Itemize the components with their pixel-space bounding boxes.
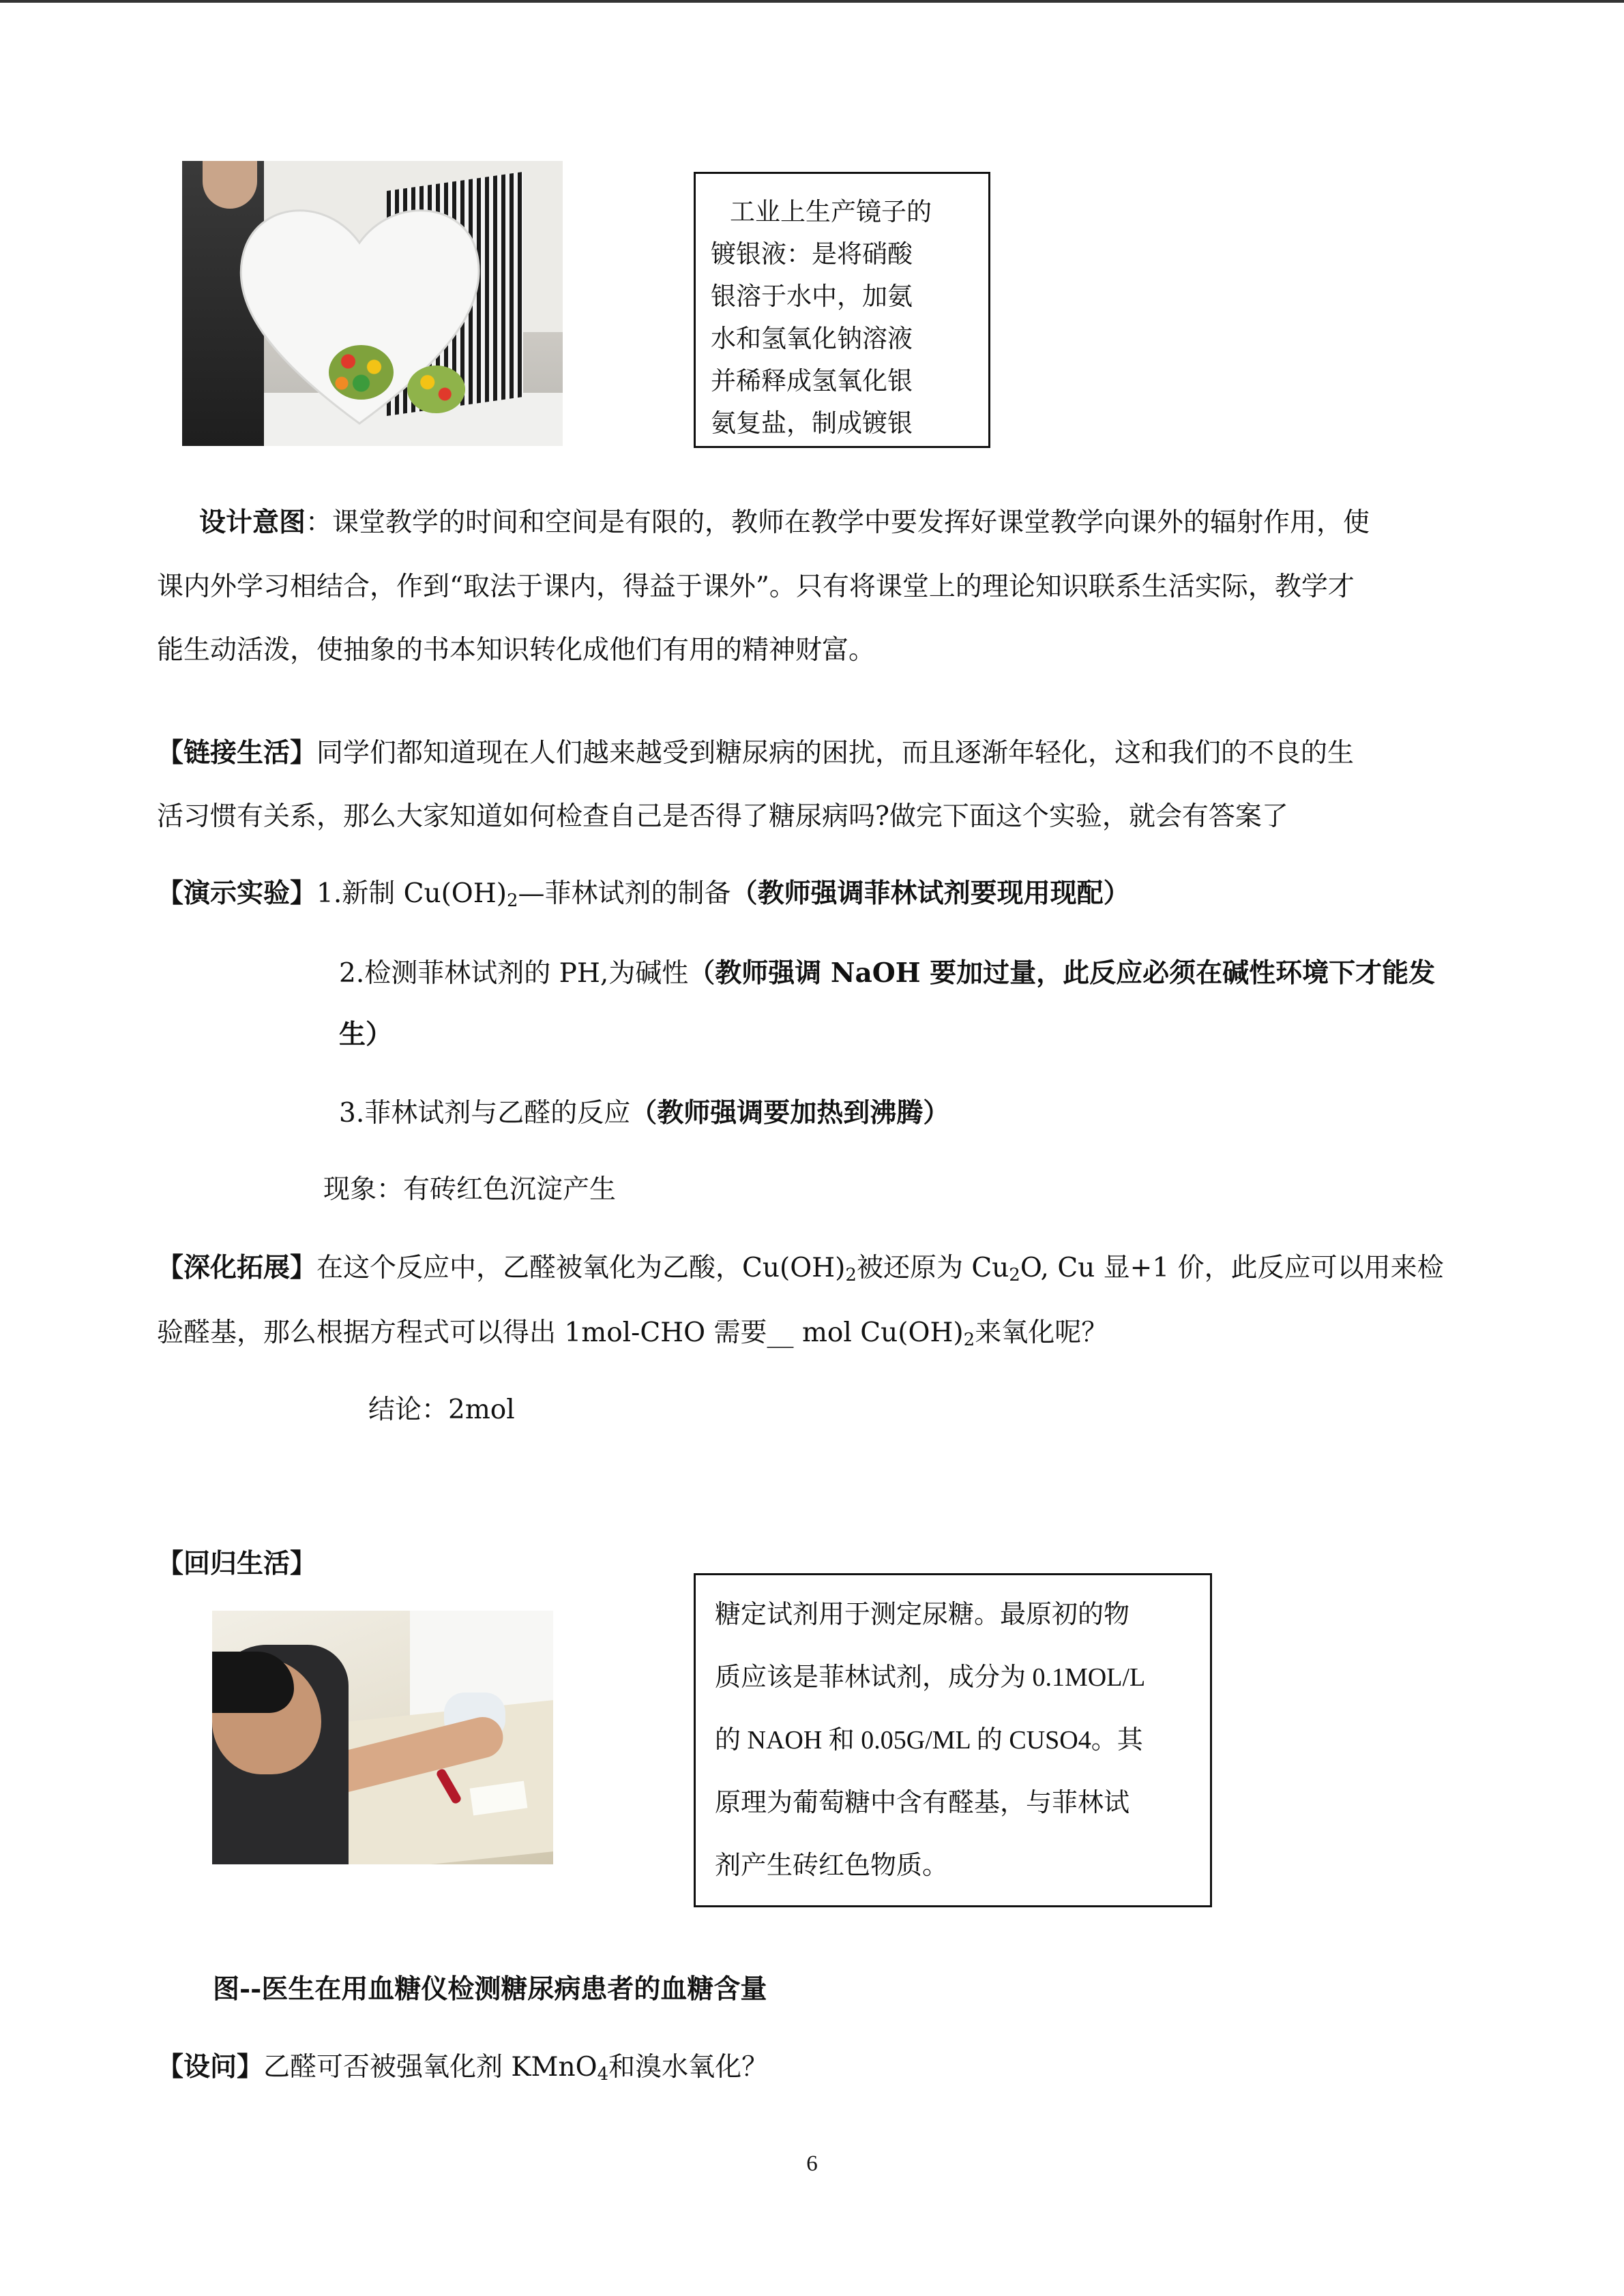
demo-phenomenon: 现象：有砖红色沉淀产生: [323, 1174, 617, 1205]
return-life-label: 【回归生活】: [157, 1548, 317, 1579]
mirror-info-line: 并稀释成氢氧化银: [711, 366, 913, 396]
glucose-info-line: 质应该是菲林试剂，成分为 0.1MOL/L: [715, 1663, 1146, 1692]
glucose-info-line: 剂产生砖红色物质。: [715, 1851, 949, 1880]
glucose-test-photo: [212, 1611, 553, 1864]
question-label: 【设问】: [157, 2051, 264, 2083]
photo-caption: 图--医生在用血糖仪检测糖尿病患者的血糖含量: [213, 1973, 767, 2005]
link-life-line-1: 【链接生活】同学们都知道现在人们越来越受到糖尿病的困扰，而且逐渐年轻化，这和我们的不良的生: [157, 737, 1355, 769]
link-life-line-2: 活习惯有关系，那么大家知道如何检查自己是否得了糖尿病吗?做完下面这个实验，就会有答案了: [157, 801, 1288, 832]
design-intent-line-3: 能生动活泼，使抽象的书本知识转化成他们有用的精神财富。: [157, 635, 876, 666]
link-life-label: 【链接生活】: [157, 737, 317, 769]
glucose-info-line: 的 NAOH 和 0.05G/ML 的 CUSO4。其: [715, 1726, 1143, 1755]
glucose-info-box: [694, 1573, 1212, 1907]
demo-step-2: 2.检测菲林试剂的 PH,为碱性（教师强调 NaOH 要加过量，此反应必须在碱性环境下才能发: [339, 957, 1436, 989]
page-top-border: [0, 0, 1624, 3]
glucose-info-line: 原理为葡萄糖中含有醛基，与菲林试: [715, 1789, 1130, 1817]
demo-label: 【演示实验】: [157, 878, 317, 909]
design-intent-label: 设计意图: [199, 507, 306, 538]
design-intent-line-1: 设计意图：课堂教学的时间和空间是有限的，教师在教学中要发挥好课堂教学向课外的辐射作用，使: [199, 507, 1370, 538]
deepen-label: 【深化拓展】: [157, 1252, 317, 1283]
mirror-info-line: 银溶于水中，加氨: [711, 282, 913, 311]
page-number: 6: [806, 2151, 818, 2176]
deepen-line-1: 【深化拓展】在这个反应中，乙醛被氧化为乙酸，$Cu(OH)_2$被还原为 $Cu_2O$, Cu 显+1 价，此反应可以用来检: [157, 1252, 1444, 1285]
deepen-conclusion: 结论：2mol: [368, 1395, 515, 1425]
demo-step-3: 3.菲林试剂与乙醛的反应（教师强调要加热到沸腾）: [339, 1097, 950, 1129]
glucose-info-line: 糖定试剂用于测定尿糖。最原初的物: [715, 1600, 1130, 1629]
mirror-info-line: 工业上生产镜子的: [730, 197, 932, 226]
mirror-info-box: [694, 172, 990, 448]
mirror-info-line: 水和氢氧化钠溶液: [711, 324, 913, 353]
demo-step-1: 【演示实验】1.新制 $Cu(OH)_2—$菲林试剂的制备（教师强调菲林试剂要现用现配）: [157, 878, 1130, 911]
mirror-photo: [182, 161, 563, 446]
demo-step-2-cont: 生）: [339, 1019, 393, 1050]
mirror-info-line: 镀银液：是将硝酸: [711, 239, 913, 269]
deepen-line-2: 验醛基，那么根据方程式可以得出 1mol-CHO 需要__ mol $Cu(OH)_2$来氧化呢？: [157, 1317, 1108, 1350]
mirror-info-line: 氨复盐，制成镀银: [711, 408, 913, 438]
question-line: 【设问】乙醛可否被强氧化剂 KMnO$_4$和溴水氧化？: [157, 2051, 769, 2085]
design-intent-line-2: 课内外学习相结合，作到“取法于课内，得益于课外”。只有将课堂上的理论知识联系生活实际，教学才: [157, 571, 1355, 602]
